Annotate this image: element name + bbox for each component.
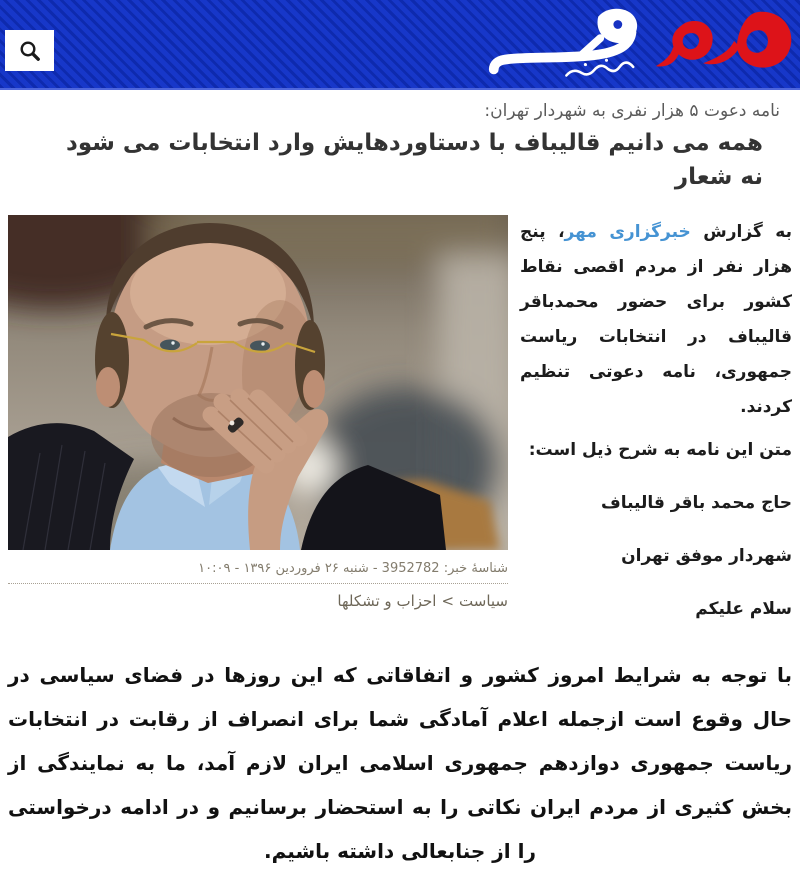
- mehr-news-link[interactable]: خبرگزاری مهر: [564, 222, 691, 242]
- article-photo: [8, 215, 508, 550]
- headline: همه می دانیم قالیباف با دستاوردهایش وارد انتخابات می شود نه شعار: [66, 130, 763, 190]
- closing-paragraph: با توجه به شرایط امروز کشور و اتفاقاتی که این روزها در فضای سیاسی در حال وقوع است ازجمله اعلام آمادگی شما برای انصراف از رقابت در انتخابات ریاست جمهوری دوازدهم جمهوری اسلامی ایران لازم آمد، ما به نمایندگی از بخش کثیری از مردم ایران نکاتی را به استحضار برسانیم و در ادامه درخواستی را از جنابعالی داشته باشیم.: [8, 663, 792, 863]
- lead-prefix: به گزارش: [690, 222, 792, 242]
- letter-title: شهردار موفق تهران: [621, 546, 792, 566]
- breadcrumb: [8, 591, 508, 611]
- breadcrumb-separator: >: [441, 592, 455, 610]
- letter-addressee: حاج محمد باقر قالیباف: [600, 493, 792, 513]
- text-column: [520, 215, 792, 645]
- breadcrumb-subsection[interactable]: احزاب و تشکلها: [337, 592, 437, 610]
- site-header: [0, 0, 800, 90]
- search-button[interactable]: [5, 30, 54, 71]
- mehr-logo[interactable]: [480, 0, 800, 90]
- search-icon: [18, 39, 42, 63]
- kicker: نامه دعوت ۵ هزار نفری به شهردار تهران:: [484, 101, 780, 121]
- article-body: [8, 215, 792, 645]
- letter-greeting: سلام علیکم: [695, 599, 792, 619]
- photo-column: [8, 215, 508, 645]
- photo-caption: شناسهٔ خبر: 3952782 - شنبه ۲۶ فروردین ۱۳۹۶ - ۱۰:۰۹: [198, 561, 508, 576]
- letter-intro: متن این نامه به شرح ذیل است:: [528, 440, 792, 460]
- mehr-calligraphy-icon: [484, 3, 652, 87]
- lead-paragraph: [520, 215, 792, 425]
- dotted-divider: [8, 583, 508, 584]
- article-page: [0, 99, 800, 873]
- breadcrumb-section[interactable]: سیاست: [459, 592, 508, 610]
- lead-suffix: ، پنج هزار نفر از مردم اقصی نقاط کشور برای حضور محمدباقر قالیباف در انتخابات ریاست جمهوری، نامه دعوتی تنظیم کردند.: [520, 222, 792, 417]
- mehr-red-mark-icon: [650, 6, 795, 74]
